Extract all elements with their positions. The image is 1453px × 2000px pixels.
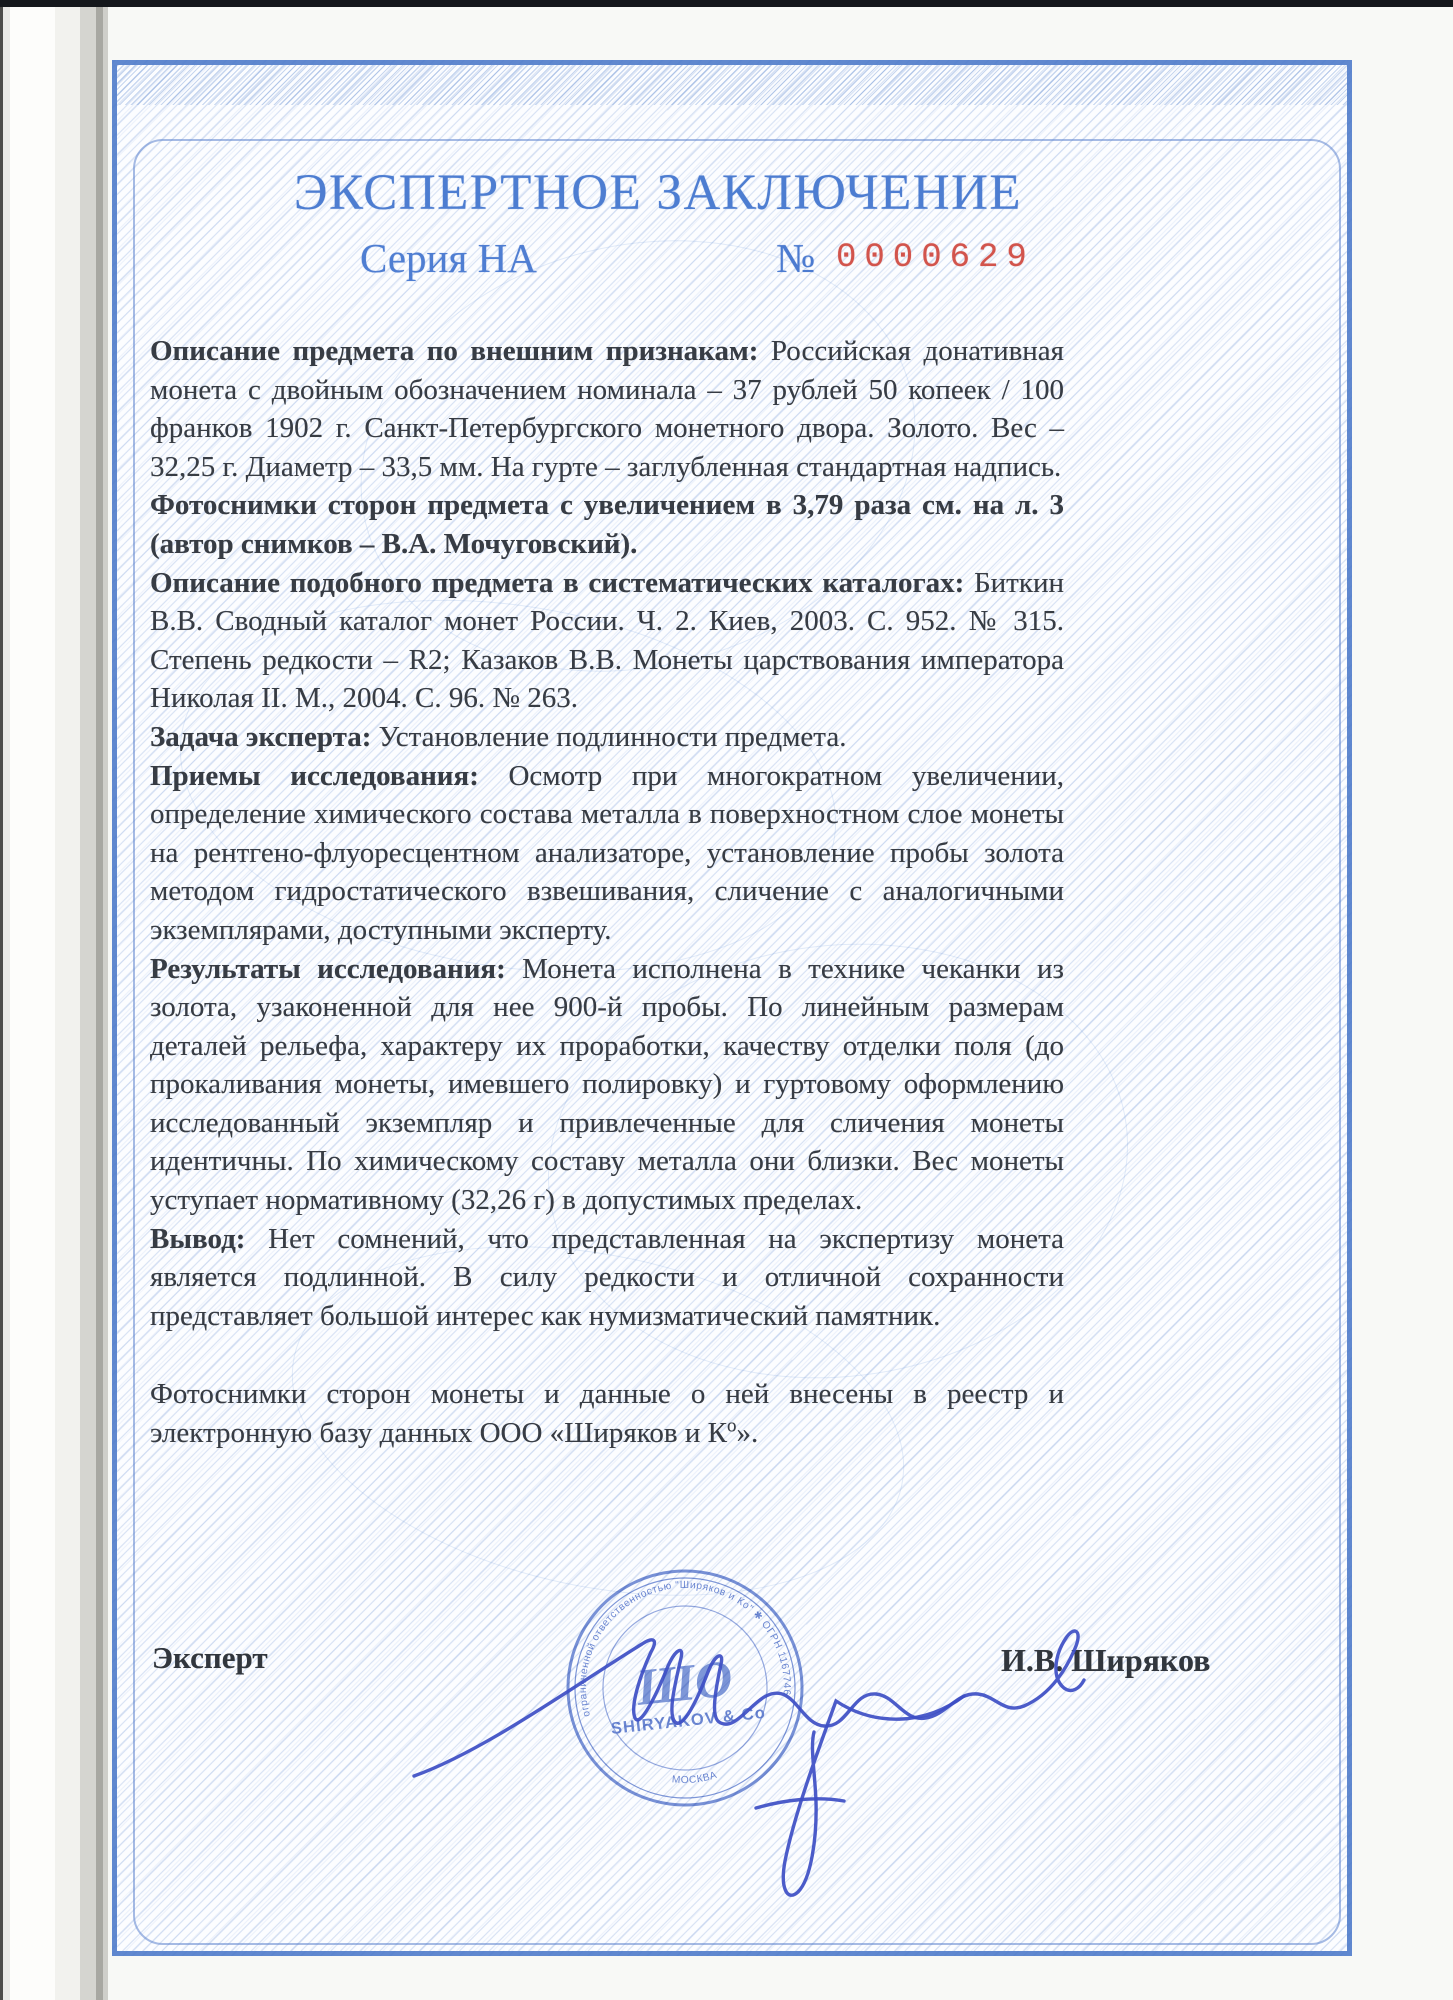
paragraph-task — [150, 718, 1064, 757]
certificate-page — [108, 6, 1453, 2000]
stamp-monogram-icon: ШО — [633, 1650, 736, 1717]
series-label: Серия НА — [360, 235, 537, 281]
paragraph-lead: Приемы исследования: — [150, 759, 479, 792]
paragraph-lead: Задача эксперта: — [150, 720, 372, 753]
number-sign: № — [776, 235, 816, 281]
paragraph-methods — [150, 757, 1064, 950]
document-title: ЭКСПЕРТНОЕ ЗАКЛЮЧЕНИЕ — [293, 165, 1023, 221]
paragraph-text: Российская донативная монета с двойным обозначением номинала – 37 рублей 50 копеек / 100 франков 1902 г. Санкт-Петербургского монетного двора. Золото. Вес – 32,25 г. Диаметр – 33,5 мм. На гурте – заглубленная стандартная надпись. — [150, 335, 1065, 483]
paragraph-lead: Результаты исследования: — [150, 952, 506, 985]
paragraph-photos — [150, 486, 1064, 563]
paragraph-conclusion — [150, 1220, 1064, 1336]
registry-sup: о — [726, 1415, 737, 1437]
paragraph-lead: Фотоснимки сторон предмета с увеличением в 3,79 раза см. на л. 3 (автор снимков – В.А. Мочуговский). — [150, 489, 1064, 560]
expert-name: И.В. Ширяков — [1001, 1642, 1211, 1678]
paragraph-registry — [150, 1375, 1064, 1452]
registry-text-end: ». — [736, 1417, 759, 1450]
document-body — [150, 332, 1064, 1453]
paragraph-description — [150, 332, 1064, 486]
scan-top-edge — [0, 0, 1453, 7]
expert-label: Эксперт — [152, 1640, 268, 1675]
expert-signature-icon — [404, 1546, 1114, 1946]
paragraph-results — [150, 950, 1064, 1220]
paragraph-text: Осмотр при многократном увеличении, определение химического состава металла в поверхностном слое монеты на рентгено-флуоресцентном анализаторе, установление пробы золота методом гидростатического взвешивания, сличение с аналогичными экземплярами, доступными эксперту. — [150, 759, 1065, 946]
stamp-ring-bottom-text: МОСКВА — [671, 1769, 719, 1787]
booklet-fold — [0, 0, 108, 2000]
paragraph-text: Биткин В.В. Сводный каталог монет России. Ч. 2. Киев, 2003. С. 952. № 315. Степень редкости – R2; Казаков В.В. Монеты царствования императора Николая II. М., 2004. С. 96. № 263. — [150, 566, 1064, 715]
paragraph-text: Нет сомнений, что представленная на экспертизу монета является подлинной. В силу редкости и отличной сохранности представляет большой интерес как нумизматический памятник. — [150, 1222, 1064, 1332]
paragraph-text: Установление подлинности предмета. — [371, 720, 847, 753]
stamp-center-text: SHIRYAKOV & Co — [610, 1703, 767, 1738]
serial-number: 0000629 — [836, 239, 1035, 277]
paragraph-catalogs — [150, 564, 1064, 718]
registry-text: Фотоснимки сторон монеты и данные о ней внесены в реестр и электронную базу данных ООО «Ширяков и К — [150, 1378, 1064, 1450]
paragraph-lead: Описание предмета по внешним признакам: — [150, 335, 759, 367]
paragraph-lead: Вывод: — [150, 1222, 246, 1255]
paragraph-lead: Описание подобного предмета в систематических каталогах: — [150, 566, 965, 599]
paragraph-text: Монета исполнена в технике чеканки из золота, узаконенной для нее 900-й пробы. По линейным размерам деталей рельефа, характеру их проработки, качеству отделки поля (до прокаливания монеты, имевшего полировку) и гуртовому оформлению исследованный экземпляр и привлеченные для сличения монеты идентичны. По химическому составу металла они близки. Вес монеты уступает нормативному (32,26 г) в допустимых пределах. — [150, 952, 1064, 1217]
guilloche-top-band — [117, 65, 1347, 105]
stamp-ring-top-text: ограниченной ответственностью "Ширяков и Ко" ✱ ОГРН 1167746 — [577, 1579, 792, 1718]
